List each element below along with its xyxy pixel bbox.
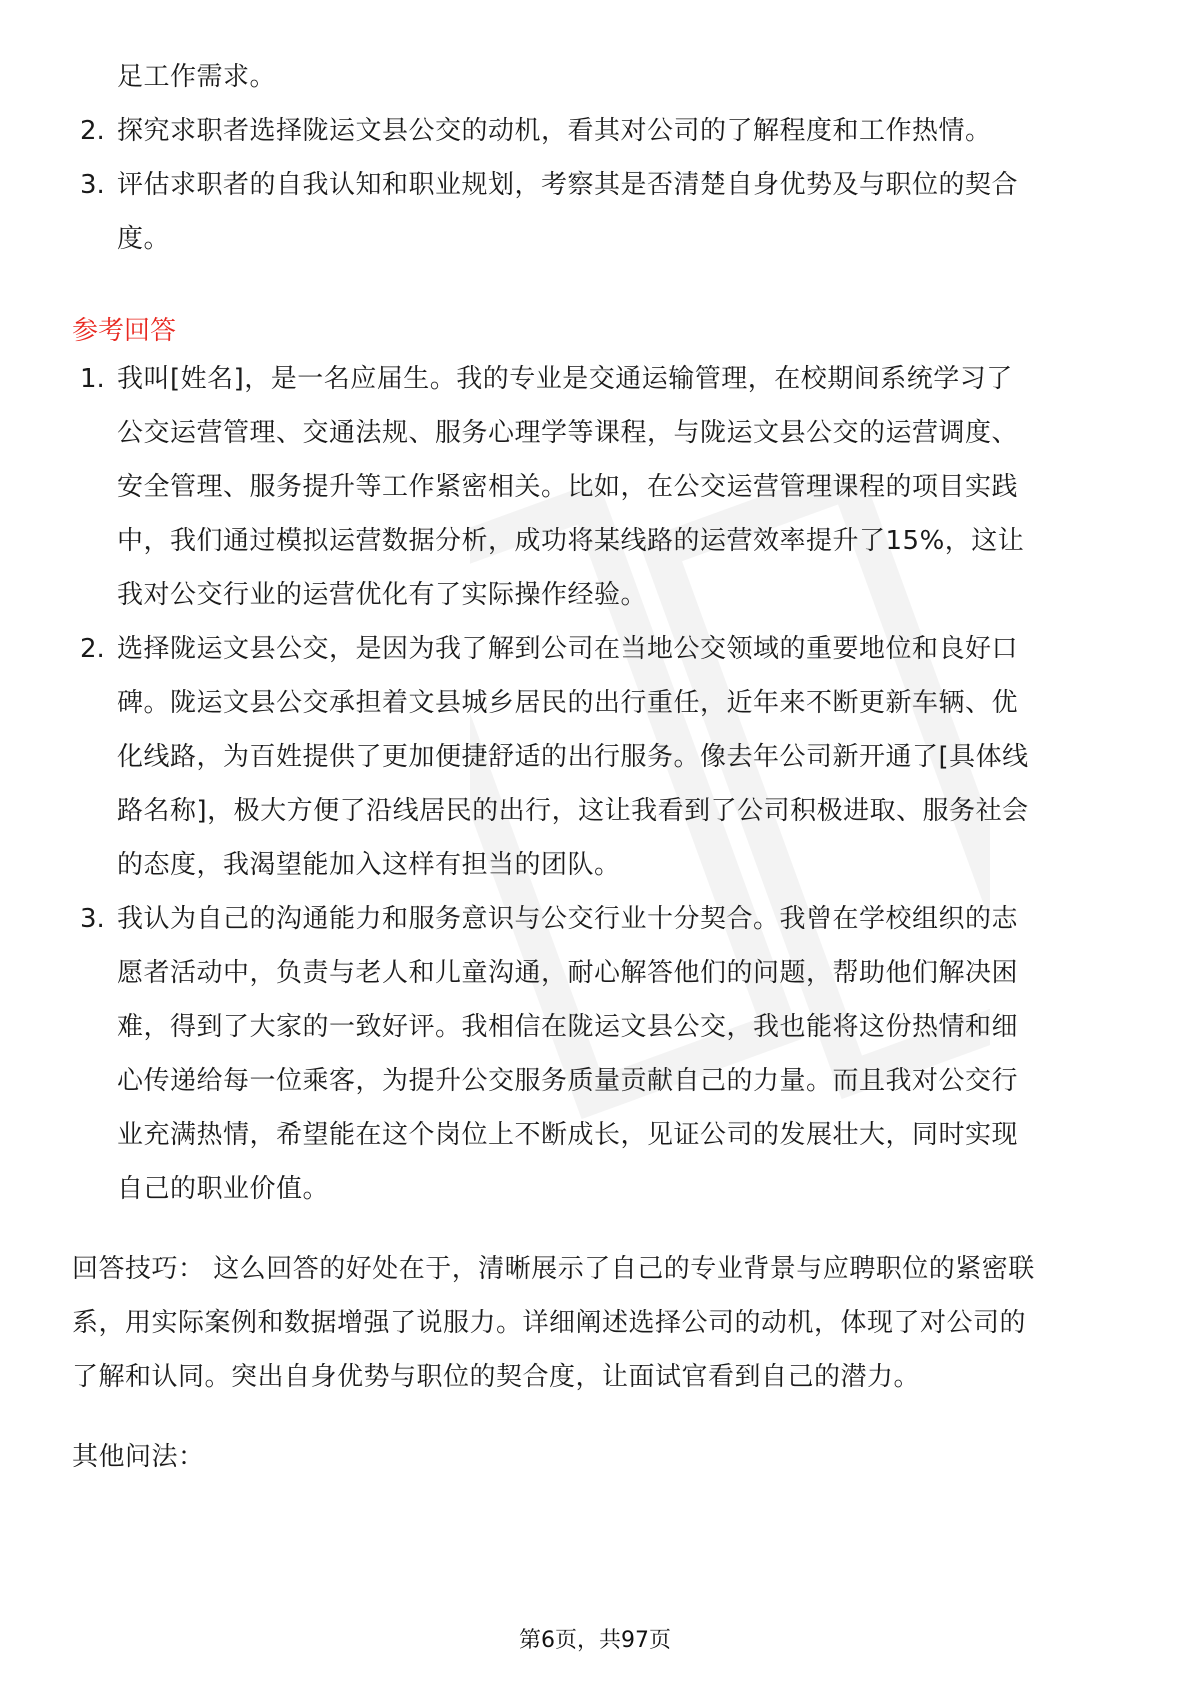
intro-item3-number: 3. xyxy=(80,170,105,200)
answer-item3-line5: 业充满热情，希望能在这个岗位上不断成长，见证公司的发展壮大，同时实现 xyxy=(117,1120,1019,1150)
answer-item3-line6: 自己的职业价值。 xyxy=(117,1174,330,1204)
answer-item3-line4: 心传递给每一位乘客，为提升公交服务质量贡献自己的力量。而且我对公交行 xyxy=(117,1066,1019,1096)
tips-line3: 了解和认同。突出自身优势与职位的契合度，让面试官看到自己的潜力。 xyxy=(72,1362,921,1392)
tips-line1: 回答技巧： 这么回答的好处在于，清晰展示了自己的专业背景与应聘职位的紧密联 xyxy=(72,1254,1035,1284)
answer-item1-line5: 我对公交行业的运营优化有了实际操作经验。 xyxy=(117,580,648,610)
answer-item3-line2: 愿者活动中，负责与老人和儿童沟通，耐心解答他们的问题，帮助他们解决困 xyxy=(117,958,1019,988)
answer-item3-number: 3. xyxy=(80,904,105,934)
answer-item3-line3: 难，得到了大家的一致好评。我相信在陇运文县公交，我也能将这份热情和细 xyxy=(117,1012,1019,1042)
answer-item1-line2: 公交运营管理、交通法规、服务心理学等课程，与陇运文县公交的运营调度、 xyxy=(117,418,1019,448)
intro-item2-text: 探究求职者选择陇运文县公交的动机，看其对公司的了解程度和工作热情。 xyxy=(117,116,992,146)
answer-item2-line3: 化线路，为百姓提供了更加便捷舒适的出行服务。像去年公司新开通了[具体线 xyxy=(117,742,1029,772)
tips-line2: 系，用实际案例和数据增强了说服力。详细阐述选择公司的动机，体现了对公司的 xyxy=(72,1308,1027,1338)
reference-answer-title: 参考回答 xyxy=(72,316,177,346)
answer-item2-line1: 选择陇运文县公交，是因为我了解到公司在当地公交领域的重要地位和良好口 xyxy=(117,634,1019,664)
answer-item2-number: 2. xyxy=(80,634,105,664)
answer-item2-line5: 的态度，我渴望能加入这样有担当的团队。 xyxy=(117,850,621,880)
intro-item1-continuation: 足工作需求。 xyxy=(117,62,277,92)
other-questions-label: 其他问法： xyxy=(72,1442,205,1472)
intro-item2-number: 2. xyxy=(80,116,105,146)
intro-item3-text-line2: 度。 xyxy=(117,224,171,254)
answer-item3-line1: 我认为自己的沟通能力和服务意识与公交行业十分契合。我曾在学校组织的志 xyxy=(117,904,1019,934)
page-number-footer: 第6页，共97页 xyxy=(519,1628,671,1653)
answer-item2-line4: 路名称]，极大方便了沿线居民的出行，这让我看到了公司积极进取、服务社会 xyxy=(117,796,1029,826)
answer-item1-line4: 中，我们通过模拟运营数据分析，成功将某线路的运营效率提升了15%，这让 xyxy=(117,526,1025,556)
answer-item1-number: 1. xyxy=(80,364,105,394)
answer-item1-line3: 安全管理、服务提升等工作紧密相关。比如，在公交运营管理课程的项目实践 xyxy=(117,472,1019,502)
answer-item2-line2: 碑。陇运文县公交承担着文县城乡居民的出行重任，近年来不断更新车辆、优 xyxy=(117,688,1019,718)
intro-item3-text-line1: 评估求职者的自我认知和职业规划，考察其是否清楚自身优势及与职位的契合 xyxy=(117,170,1019,200)
answer-item1-line1: 我叫[姓名]，是一名应届生。我的专业是交通运输管理，在校期间系统学习了 xyxy=(117,364,1013,394)
